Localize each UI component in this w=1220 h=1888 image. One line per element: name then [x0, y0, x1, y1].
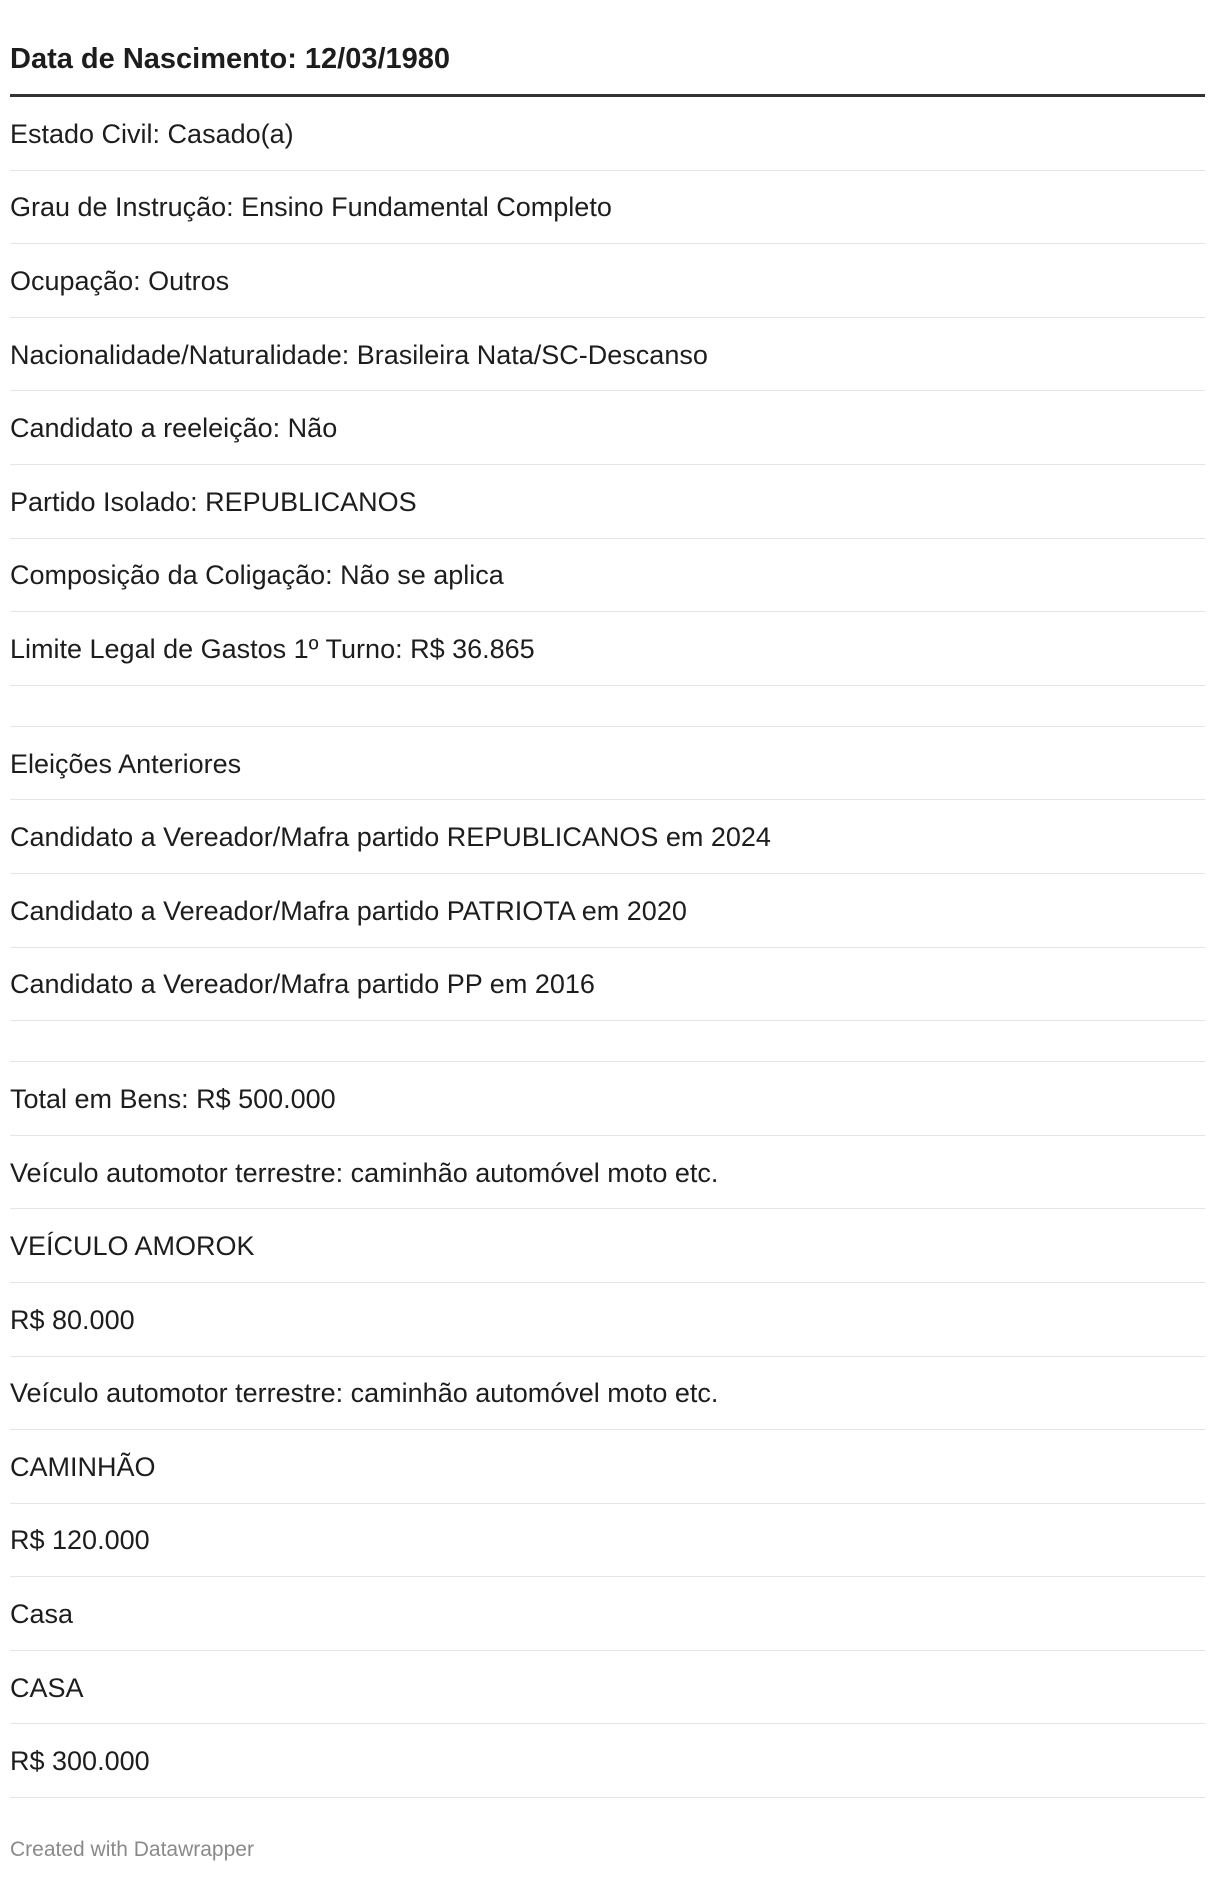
table-row: Nacionalidade/Naturalidade: Brasileira Nata/SC-Descanso	[10, 318, 1205, 392]
table-spacer-row	[10, 686, 1205, 727]
table-row: Total em Bens: R$ 500.000	[10, 1062, 1205, 1136]
table-row: R$ 80.000	[10, 1283, 1205, 1357]
table-row: Candidato a reeleição: Não	[10, 391, 1205, 465]
table-row: Candidato a Vereador/Mafra partido REPUBLICANOS em 2024	[10, 800, 1205, 874]
table-row: Composição da Coligação: Não se aplica	[10, 539, 1205, 613]
table-row: Partido Isolado: REPUBLICANOS	[10, 465, 1205, 539]
table-row: CASA	[10, 1651, 1205, 1725]
table-body	[10, 97, 1205, 1798]
data-table	[10, 0, 1205, 1798]
table-row: CAMINHÃO	[10, 1430, 1205, 1504]
table-row: Limite Legal de Gastos 1º Turno: R$ 36.865	[10, 612, 1205, 686]
table-row: VEÍCULO AMOROK	[10, 1209, 1205, 1283]
table-header: Data de Nascimento: 12/03/1980	[10, 0, 1205, 97]
table-row: R$ 300.000	[10, 1724, 1205, 1798]
table-row: Estado Civil: Casado(a)	[10, 97, 1205, 171]
table-row: Grau de Instrução: Ensino Fundamental Completo	[10, 171, 1205, 245]
table-row: Ocupação: Outros	[10, 244, 1205, 318]
table-row: Candidato a Vereador/Mafra partido PATRIOTA em 2020	[10, 874, 1205, 948]
table-row: Eleições Anteriores	[10, 727, 1205, 801]
table-row: Veículo automotor terrestre: caminhão automóvel moto etc.	[10, 1136, 1205, 1210]
table-row: Veículo automotor terrestre: caminhão automóvel moto etc.	[10, 1357, 1205, 1431]
table-row: Casa	[10, 1577, 1205, 1651]
table-row: Candidato a Vereador/Mafra partido PP em 2016	[10, 948, 1205, 1022]
datawrapper-credit: Created with Datawrapper	[10, 1838, 254, 1861]
table-spacer-row	[10, 1021, 1205, 1062]
table-row: R$ 120.000	[10, 1504, 1205, 1578]
